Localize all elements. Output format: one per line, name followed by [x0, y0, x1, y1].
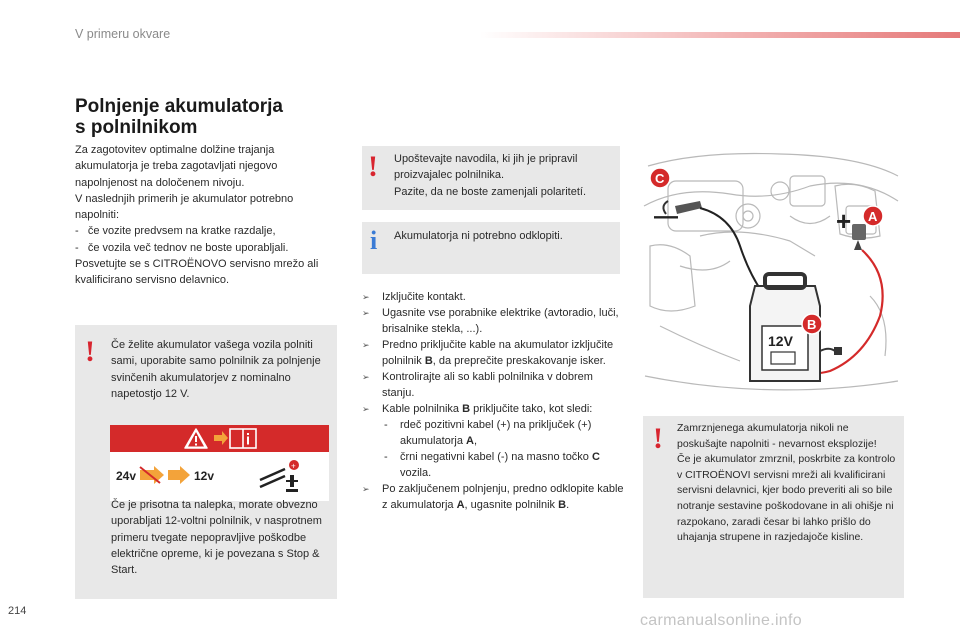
arrow-bullet-icon: ➢ [362, 404, 370, 414]
label-a: A [868, 209, 878, 224]
warning-icon: ! [368, 150, 378, 183]
voltage-sticker [110, 425, 329, 501]
frozen-battery-warning-box [643, 416, 904, 598]
frozen-warning-text [677, 421, 899, 546]
title-line-1: Polnjenje akumulatorja [75, 96, 283, 117]
watermark: carmanualsonline.info [640, 612, 802, 629]
frozen-warning-line-1: Zamrznjenega akumulatorja nikoli ne poskušajte napolniti - nevarnost eksplozije! [677, 422, 877, 450]
intro-list-item: - če vozila več tednov ne boste uporabljali. [75, 241, 289, 254]
frozen-warning-line-2: Če je akumulator zmrznil, poskrbite za kontrolo v CITROËNOVI servisni mreži ali kvalificirani servisni delavnici, kjer bodo preveriti ali so bile notranje sestavine poškodovane in ali ohišje ni razpokano, zaradi česar bi lahko prišlo do uhajanja strupene in razjedajoče kisline. [677, 453, 896, 544]
sub-step-item: - črni negativni kabel (-) na masno točko C vozila. [384, 451, 600, 479]
section-header: V primeru okvare [75, 27, 171, 41]
step-item: ➢ Ugasnite vse porabnike elektrike (avtoradio, luči, brisalnike stekla, ...). [362, 307, 619, 335]
label-b-badge [802, 314, 822, 334]
page-title [75, 96, 283, 138]
arrow-bullet-icon: ➢ [362, 372, 370, 382]
arrow-bullet-icon: ➢ [362, 484, 370, 494]
self-charge-warning-box [75, 325, 337, 599]
label-b: B [807, 317, 817, 332]
instructions-warning-text [394, 151, 616, 200]
intro-list-item: - če vozite predvsem na kratke razdalje, [75, 225, 276, 238]
intro-text [75, 142, 335, 289]
intro-paragraph-3: Posvetujte se s CITROËNOVO servisno mrežo ali kvalificirano servisno delavnico. [75, 258, 319, 287]
svg-text:+: + [291, 461, 296, 471]
procedure-steps [362, 289, 624, 513]
info-icon: i [370, 226, 378, 255]
charger-clamp-icon [260, 460, 299, 492]
battery-charging-illustration [640, 146, 904, 408]
step-item: ➢ Izključite kontakt. [362, 291, 466, 303]
label-a-badge [863, 206, 883, 226]
sticker-12v-label: 12v [194, 469, 215, 483]
minus-sign: — [654, 203, 678, 230]
warning-icon: ! [85, 335, 95, 368]
sticker-24v-label: 24v [116, 469, 137, 483]
step-item: ➢ Kontrolirajte ali so kabli polnilnika v dobrem stanju. [362, 371, 593, 399]
instructions-line-2: Pazite, da ne boste zamenjali polaritetí. [394, 185, 587, 198]
step-item: ➢ Kable polnilnika B priključite tako, kot sledi: [362, 403, 593, 415]
header-accent-bar [480, 32, 960, 38]
sticker-explanation-text: Če je prisotna ta nalepka, morate obvezno uporabljati 12-voltni polnilnik, v nasprotnem primeru tvegate nepopravljive poškodbe električne opreme, ki je povezana s Stop & Start. [111, 499, 322, 577]
arrow-bullet-icon: ➢ [362, 292, 370, 302]
label-c-badge [650, 168, 670, 188]
label-c: C [655, 171, 665, 186]
plus-sign: + [836, 206, 852, 236]
title-line-2: s polnilnikom [75, 117, 198, 138]
info-box [362, 222, 620, 274]
intro-paragraph-2: V naslednjih primerih je akumulator potrebno napolniti: [75, 192, 294, 222]
charger-voltage-label: 12V [768, 333, 793, 349]
engine-bay-graphic [640, 146, 904, 408]
arrow-bullet-icon: ➢ [362, 340, 370, 350]
step-item: ➢ Predno priključite kable na akumulator izključite polnilnik B, da preprečite preskakovanje isker. [362, 339, 614, 367]
warning-icon: ! [653, 422, 663, 455]
page-number: 214 [8, 605, 27, 617]
step-item: ➢ Po zaključenem polnjenju, predno odklopite kable z akumulatorja A, ugasnite polnilnik B. [362, 483, 624, 511]
instructions-line-1: Upoštevajte navodila, ki jih je pripravil proizvajalec polnilnika. [394, 153, 578, 182]
intro-paragraph-1: Za zagotovitev optimalne dolžine trajanja akumulatorja je treba zagotavljati njegovo napolnjenost na določenem nivoju. [75, 144, 278, 189]
instructions-warning-box [362, 146, 620, 210]
self-charge-warning-text: Če želite akumulator vašega vozila polniti sami, uporabite samo polnilnik za polnjenje svinčenih akumulatorjev z nominalno napetostjo 12 V. [111, 339, 321, 400]
voltage-sticker-graphic [110, 425, 329, 501]
info-text: Akumulatorja ni potrebno odklopiti. [394, 230, 563, 242]
sub-step-item: - rdeč pozitivni kabel (+) na priključek (+) akumulatorja A, [384, 419, 592, 447]
arrow-bullet-icon: ➢ [362, 308, 370, 318]
